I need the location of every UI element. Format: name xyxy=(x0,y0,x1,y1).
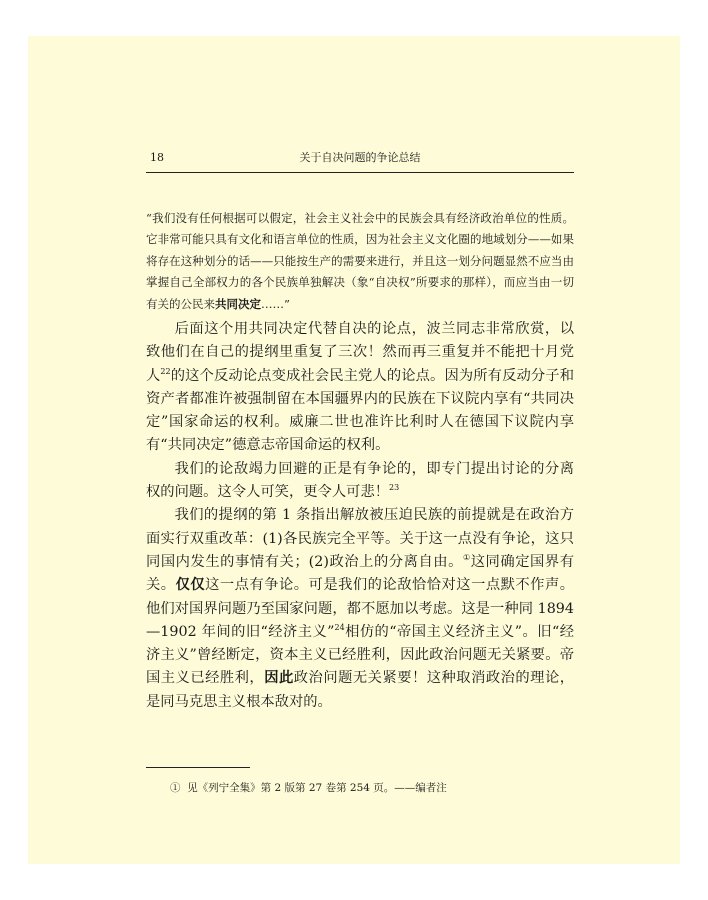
note-ref-24: 24 xyxy=(334,622,345,632)
note-ref-23: 23 xyxy=(389,483,400,493)
quotation-bold-term: 共同决定 xyxy=(215,296,261,311)
paragraph-3-text: 我们的提纲的第 1 条指出解放被压迫民族的前提就是在政治方面实行双重改革：(1)各民族完全平等。关于这一点没有争论，这只同国内发生的事情有关；(2)政治上的分离自由。 xyxy=(146,507,574,570)
paragraph-1-text: 后面这个用共同决定代替自决的论点，波兰同志非常欣赏，以致他们在自己的提纲里重复了三次！然而再三重复并不能把十月党人 xyxy=(146,321,574,384)
paragraph-3 xyxy=(146,504,574,714)
paragraph-1 xyxy=(146,318,574,458)
footnote-text: 见《列宁全集》第 2 版第 27 卷第 254 页。——编者注 xyxy=(187,782,447,794)
paragraph-3-text-3: 这一点有争论。可是我们的论敌恰恰对这一点默不作声。他们对国界问题乃至国家问题，都不愿加以考虑。这是一种同 1894—1902 年间的旧“经济主义” xyxy=(146,577,575,640)
footnote-divider xyxy=(146,767,250,768)
paragraph-2 xyxy=(146,458,574,505)
paragraph-3-text-4: 相仿的“帝国主义经济主义”。旧“经济主义”曾经断定，资本主义已经胜利，因此政治问题无关紧要。帝国主义已经胜利， xyxy=(146,623,574,687)
quotation-block xyxy=(146,208,574,315)
footnote-marker: ① xyxy=(170,782,181,794)
note-ref-22: 22 xyxy=(160,366,171,376)
paragraph-2-text: 我们的论敌竭力回避的正是有争论的，即专门提出讨论的分离权的问题。这令人可笑，更令人可悲！ xyxy=(146,460,574,501)
footnote-ref-1: ① xyxy=(462,552,471,562)
emphasis-therefore: 因此 xyxy=(264,670,294,687)
running-title: 关于自决问题的争论总结 xyxy=(299,151,421,164)
page-number: 18 xyxy=(150,151,164,164)
paragraph-3-text-2: 这同确定国界有关。 xyxy=(146,553,575,594)
paragraph-3-text-5: 政治问题无关紧要！这种取消政治的理论，是同马克思主义根本敌对的。 xyxy=(146,670,575,710)
quotation-end: ……” xyxy=(261,296,290,311)
emphasis-only: 仅仅 xyxy=(175,577,206,594)
page-header xyxy=(146,150,574,173)
quotation-text: “我们没有任何根据可以假定，社会主义社会中的民族会具有经济政治单位的性质。它非常可能只具有文化和语言单位的性质，因为社会主义文化圈的地域划分——如果将存在这种划分的话——只能按生产的需要来进行，并且这一划分问题显然不应当由掌握自己全部权力的各个民族单独解决（象“自决权”所要求的那样），而应当由一切有关的公民来 xyxy=(146,211,574,311)
body-text xyxy=(146,318,574,714)
footnote xyxy=(170,780,447,796)
paragraph-1-text-cont: 的这个反动论点变成社会民主党人的论点。因为所有反动分子和资产者都准许被强制留在本国疆界内的民族在下议院内享有“共同决定”国家命运的权利。威廉二世也准许比利时人在德国下议院内享有“共同决定”德意志帝国命运的权利。 xyxy=(146,367,575,454)
